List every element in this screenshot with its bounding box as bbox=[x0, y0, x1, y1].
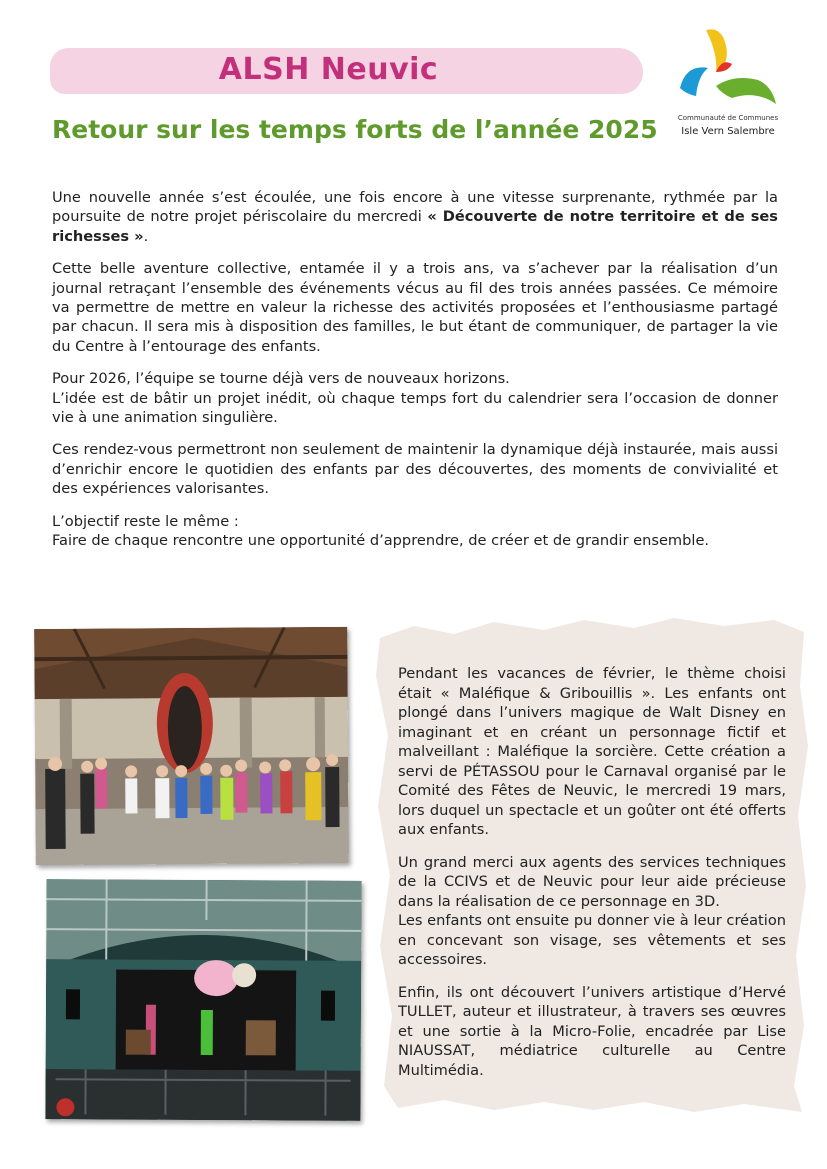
intro-paragraph-2: Cette belle aventure collective, entamée il y a trois ans, va s’achever par la réalisation d’un journal retraçant l’ensemble des événements vécus au fil des trois années passées. Ce mémoire va permettre de mettre en valeur la richesse des activités proposées et l’enthousiasme partagé par chacun. Il sera mis à disposition des familles, le but étant de communiquer, de partager la vie du Centre à l’entourage des enfants. bbox=[52, 260, 778, 355]
side-paragraph-3: Enfin, ils ont découvert l’univers artistique d’Hervé TULLET, auteur et illustrateur, à travers ses œuvres et une sortie à la Micro-Folie, encadrée par Lise NIAUSSAT, médiatrice culturelle au Centre Multimédia. bbox=[398, 983, 786, 1079]
logo-caption-name: Isle Vern Salembre bbox=[681, 126, 775, 137]
side-paragraph-2 bbox=[398, 853, 786, 970]
ccivs-logo bbox=[672, 24, 784, 142]
intro-p1-text: Une nouvelle année s’est écoulée, une fois encore à une vitesse surprenante, rythmée par la poursuite de notre projet périscolaire du mercredi bbox=[52, 189, 778, 226]
logo-caption-small: Communauté de Communes bbox=[677, 114, 779, 122]
intro-p3-line2: L’idée est de bâtir un projet inédit, où chaque temps fort du calendrier sera l’occasion de donner vie à une animation singulière. bbox=[52, 389, 778, 427]
intro-text bbox=[52, 188, 778, 564]
intro-p5-line2: Faire de chaque rencontre une opportunité d’apprendre, de créer et de grandir ensemble. bbox=[52, 532, 710, 550]
intro-p3-line1: Pour 2026, l’équipe se tourne déjà vers de nouveaux horizons. bbox=[52, 370, 510, 388]
intro-p1-end: . bbox=[143, 227, 149, 245]
photo-stage-show bbox=[45, 879, 361, 1121]
side-paragraph-1: Pendant les vacances de février, le thème choisi était « Maléfique & Gribouillis ». Les enfants ont plongé dans l’univers magique de Walt Disney en imaginant et en créant un personnage fictif et malveillant : Maléfique la sorcière. Cette création a servi de PÉTASSOU pour le Carnaval organisé par le Comité des Fêtes de Neuvic, le mercredi 19 mars, lors duquel un spectacle et un goûter ont été offerts aux enfants. bbox=[398, 665, 786, 838]
intro-paragraph-3 bbox=[52, 369, 778, 427]
logo-mark-icon bbox=[672, 24, 784, 112]
intro-p5-line1: L’objectif reste le même : bbox=[52, 512, 239, 530]
intro-paragraph-1 bbox=[52, 188, 778, 246]
page-subtitle: Retour sur les temps forts de l’année 2025 bbox=[52, 115, 658, 144]
photo-group-malefique bbox=[34, 627, 349, 865]
side-p2-line1: Un grand merci aux agents des services techniques de la CCIVS et de Neuvic pour leur aide précieuse dans la réalisation de ce personnage en 3D. bbox=[398, 853, 786, 910]
intro-paragraph-4: Ces rendez-vous permettront non seulement de maintenir la dynamique déjà instaurée, mais aussi d’enrichir encore le quotidien des enfants par des découvertes, des moments de convivialité et des expériences valorisantes. bbox=[52, 441, 778, 498]
side-p2-line2: Les enfants ont ensuite pu donner vie à leur création en concevant son visage, ses vêtements et ses accessoires. bbox=[398, 912, 786, 968]
side-text bbox=[398, 664, 786, 1093]
intro-paragraph-5 bbox=[52, 512, 778, 551]
intro-p1-bold: « Découverte de notre territoire et de ses richesses » bbox=[52, 208, 778, 245]
page-title: ALSH Neuvic bbox=[218, 52, 439, 87]
